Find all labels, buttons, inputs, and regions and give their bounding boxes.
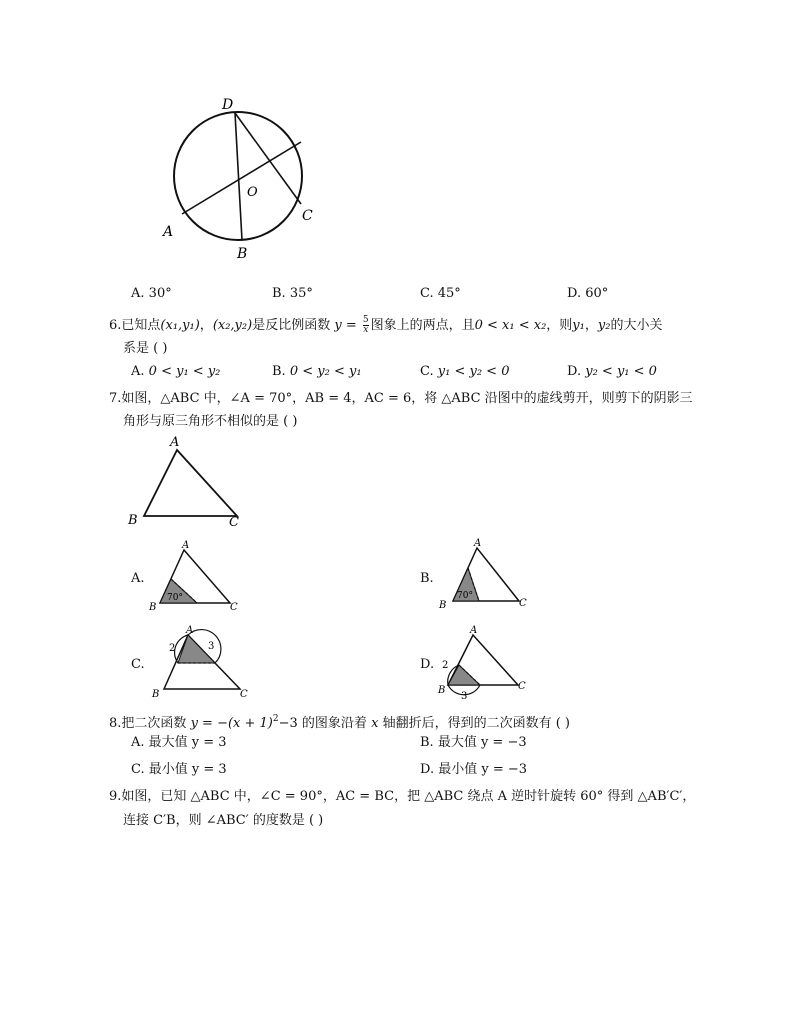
q6-text: 图象上的两点，且 (370, 318, 475, 333)
option-letter: B. (420, 735, 434, 750)
q8-text: 轴翻折后，得到的二次函数有 ( ) (382, 716, 570, 731)
label-a: A (182, 540, 190, 551)
label-c: C (519, 598, 527, 609)
q9-number: 9. (109, 789, 122, 804)
q7-stem-line1 (109, 391, 693, 407)
option-text: y₂ < y₁ < 0 (585, 364, 657, 379)
q7-option-a-letter: A. (131, 571, 145, 586)
label-o: O (247, 185, 258, 200)
q8-number: 8. (109, 716, 122, 731)
q6-option-d (567, 364, 657, 380)
length-3: 3 (461, 691, 468, 702)
length-2: 2 (442, 660, 449, 671)
option-letter: A. (131, 735, 145, 750)
option-text: 最小值 y = 3 (148, 762, 227, 777)
q5-option-c (420, 286, 461, 302)
q7-text: 角形与原三角形不相似的是 ( ) (123, 414, 298, 429)
q8-function-tail: −3 (278, 716, 298, 731)
label-c: C (240, 689, 248, 700)
q8-text: 的图象沿着 (301, 716, 367, 731)
q6-text: 的大小关 (610, 318, 663, 333)
q8-option-d (420, 762, 527, 778)
label-b: B (439, 600, 447, 611)
label-b: B (149, 602, 157, 613)
label-c: C (230, 602, 238, 613)
option-text: y₁ < y₂ < 0 (437, 364, 510, 379)
option-letter: D. (567, 286, 582, 301)
q6-text: 已知点 (121, 318, 161, 333)
label-a: A (474, 538, 482, 549)
q7-stem-line2 (123, 414, 297, 430)
label-b: B (128, 513, 138, 528)
q7-option-a-figure (145, 538, 255, 618)
q7-text: 如图，△ABC 中，∠A = 70°，AB = 4，AC = 6，将 △ABC 沿图中的虚线剪开，则剪下的阴影三 (121, 391, 693, 406)
q7-option-b-figure (433, 536, 543, 616)
option-letter: C. (420, 364, 434, 379)
length-3: 3 (208, 641, 215, 652)
q8-option-b (420, 735, 527, 751)
q6-sep: ， (199, 318, 213, 333)
q6-y1: y₁ (572, 318, 585, 333)
q8-function: y = −(x + 1) (190, 716, 273, 731)
q7-number: 7. (109, 391, 122, 406)
triangle-abc (144, 450, 237, 516)
option-text: 30° (148, 286, 172, 301)
q6-sep: ， (584, 318, 598, 333)
q5-option-b (272, 286, 313, 302)
q6-option-b (272, 364, 362, 380)
q6-option-a (131, 364, 220, 380)
option-letter: A. (131, 286, 145, 301)
q9-text: 连接 C′B，则 ∠ABC′ 的度数是 ( ) (123, 813, 324, 828)
q6-text: 系是 ( ) (123, 341, 168, 356)
fraction-denominator: x (363, 325, 369, 335)
label-c: C (229, 515, 239, 530)
label-d: D (222, 97, 234, 113)
option-text: 45° (437, 286, 461, 301)
q6-fraction (363, 316, 369, 335)
angle-label: 70° (457, 591, 473, 601)
chord-dc (235, 113, 301, 204)
q6-stem-line1 (109, 316, 662, 335)
option-text: 最大值 y = 3 (148, 735, 227, 750)
option-text: 最小值 y = −3 (438, 762, 528, 777)
option-text: 35° (289, 286, 313, 301)
label-a: A (470, 625, 478, 636)
length-2: 2 (169, 643, 176, 654)
q7-option-c-letter: C. (131, 657, 145, 672)
label-c: C (518, 681, 526, 692)
q9-stem-line1 (109, 789, 695, 805)
option-text: 最大值 y = −3 (437, 735, 527, 750)
q8-exponent: 2 (272, 714, 279, 724)
q8-stem (109, 711, 570, 732)
option-text: 60° (585, 286, 609, 301)
q8-x: x (371, 716, 379, 731)
option-letter: A. (131, 364, 145, 379)
q9-text: 如图，已知 △ABC 中，∠C = 90°，AC = BC，把 △ABC 绕点 A 逆时针旋转 60° 得到 △AB′C′， (121, 789, 696, 804)
q6-point-1: (x₁,y₁) (160, 318, 200, 333)
circle-figure (150, 90, 350, 270)
q5-option-a (131, 286, 172, 302)
option-letter: D. (567, 364, 582, 379)
label-a: A (170, 435, 180, 450)
option-letter: C. (420, 286, 434, 301)
q9-stem-line2 (123, 813, 323, 829)
option-text: 0 < y₂ < y₁ (289, 364, 362, 379)
q6-func: y = (334, 318, 357, 333)
q7-option-d-letter: D. (420, 657, 435, 672)
label-a: A (163, 224, 174, 240)
fraction-numerator: 5 (362, 315, 369, 325)
label-b: B (237, 246, 248, 262)
q8-text: 把二次函数 (121, 716, 187, 731)
label-a: A (186, 625, 194, 636)
chord-db (235, 113, 242, 240)
label-b: B (438, 685, 446, 696)
q6-stem-line2 (123, 341, 167, 357)
option-letter: D. (420, 762, 435, 777)
q5-option-d (567, 286, 608, 302)
q7-option-c-figure (148, 623, 260, 701)
angle-label: 70° (167, 593, 183, 603)
chord-a (182, 142, 301, 214)
q6-condition: 0 < x₁ < x₂ (474, 318, 547, 333)
q6-number: 6. (109, 318, 122, 333)
q6-option-c (420, 364, 509, 380)
q7-option-b-letter: B. (420, 571, 434, 586)
option-letter: B. (272, 364, 286, 379)
option-text: 0 < y₁ < y₂ (148, 364, 221, 379)
q7-main-triangle (125, 432, 255, 532)
label-c: C (302, 208, 313, 224)
q6-point-2: (x₂,y₂) (212, 318, 253, 333)
label-b: B (152, 689, 160, 700)
option-letter: B. (272, 286, 286, 301)
q6-text: 是反比例函数 (252, 318, 331, 333)
q8-option-a (131, 735, 227, 751)
q6-y2: y₂ (597, 318, 611, 333)
q6-text: ，则 (546, 318, 573, 333)
q8-option-c (131, 762, 227, 778)
option-letter: C. (131, 762, 145, 777)
q7-option-d-figure (433, 623, 543, 703)
